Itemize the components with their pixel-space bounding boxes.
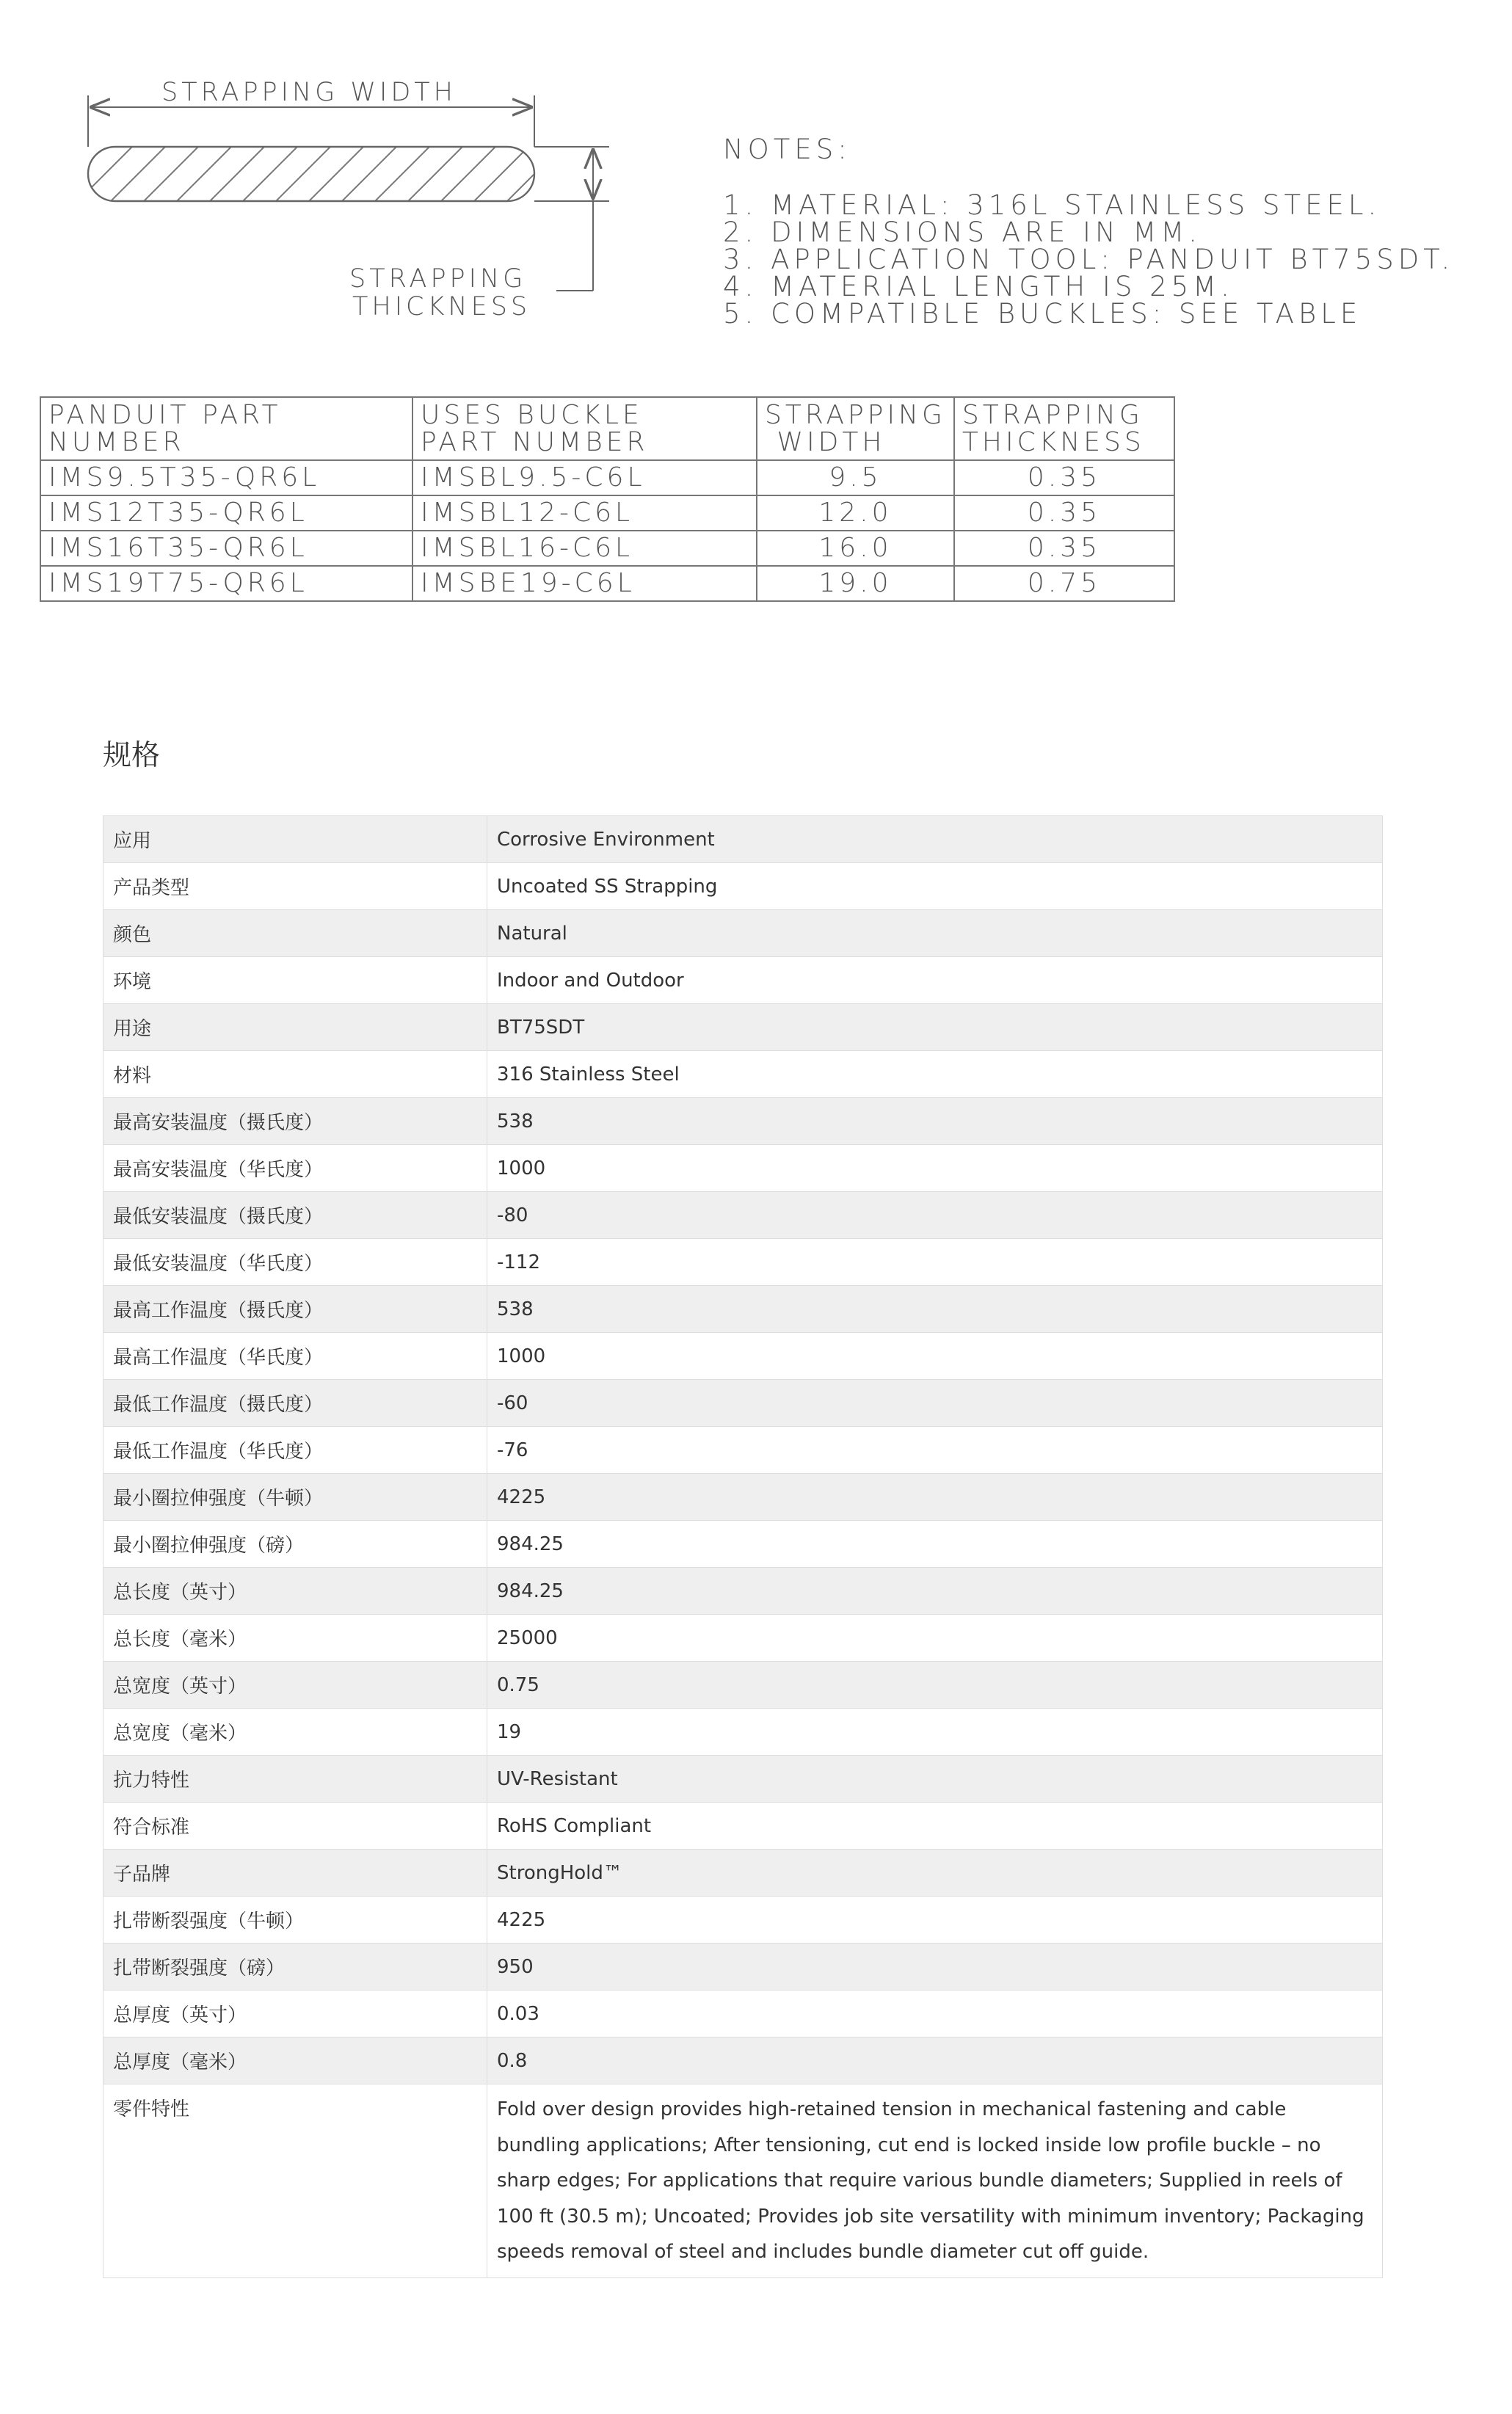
part-number-cell: IMS19T75-QR6L bbox=[40, 566, 412, 601]
spec-value: 4225 bbox=[487, 1474, 1383, 1521]
spec-row bbox=[103, 1756, 1383, 1803]
note-item: 2. DIMENSIONS ARE IN MM. bbox=[723, 217, 1202, 248]
spec-label: 总长度（英寸） bbox=[103, 1568, 487, 1615]
spec-label: 总厚度（英寸） bbox=[103, 1991, 487, 2037]
part-number-table bbox=[40, 396, 1175, 602]
spec-value: 0.03 bbox=[487, 1991, 1383, 2037]
spec-value: -76 bbox=[487, 1427, 1383, 1474]
spec-value: 19 bbox=[487, 1709, 1383, 1756]
spec-value: -60 bbox=[487, 1380, 1383, 1427]
header-strapping-thickness: STRAPPING THICKNESS bbox=[954, 397, 1174, 460]
note-item: 3. APPLICATION TOOL: PANDUIT BT75SDT. bbox=[723, 244, 1455, 275]
spec-row bbox=[103, 1427, 1383, 1474]
spec-value: Uncoated SS Strapping bbox=[487, 863, 1383, 910]
spec-row bbox=[103, 1380, 1383, 1427]
spec-value: 0.75 bbox=[487, 1662, 1383, 1709]
strapping-thickness-cell: 0.35 bbox=[954, 460, 1174, 495]
spec-row bbox=[103, 1662, 1383, 1709]
spec-row bbox=[103, 1239, 1383, 1286]
spec-row bbox=[103, 1944, 1383, 1991]
spec-value: 0.8 bbox=[487, 2037, 1383, 2084]
spec-label: 抗力特性 bbox=[103, 1756, 487, 1803]
spec-label: 扎带断裂强度（牛顿） bbox=[103, 1897, 487, 1944]
spec-row bbox=[103, 1474, 1383, 1521]
spec-label: 最低工作温度（摄氏度） bbox=[103, 1380, 487, 1427]
spec-value: 25000 bbox=[487, 1615, 1383, 1662]
spec-value: 316 Stainless Steel bbox=[487, 1051, 1383, 1098]
spec-row bbox=[103, 1991, 1383, 2037]
notes-title: NOTES: bbox=[723, 134, 851, 165]
strapping-width-cell: 12.0 bbox=[757, 495, 954, 531]
spec-label: 最低安装温度（摄氏度） bbox=[103, 1192, 487, 1239]
strapping-thickness-label-line1: STRAPPING bbox=[349, 264, 527, 294]
spec-label: 应用 bbox=[103, 816, 487, 863]
buckle-part-number-cell: IMSBL9.5-C6L bbox=[412, 460, 757, 495]
spec-value: StrongHold™ bbox=[487, 1850, 1383, 1897]
header-buckle-part-number: USES BUCKLE PART NUMBER bbox=[412, 397, 757, 460]
header-strapping-width: STRAPPING WIDTH bbox=[757, 397, 954, 460]
spec-label: 最低工作温度（华氏度） bbox=[103, 1427, 487, 1474]
spec-value: 984.25 bbox=[487, 1568, 1383, 1615]
spec-label: 总长度（毫米） bbox=[103, 1615, 487, 1662]
strapping-width-cell: 19.0 bbox=[757, 566, 954, 601]
spec-value: -112 bbox=[487, 1239, 1383, 1286]
table-row bbox=[40, 460, 1174, 495]
buckle-part-number-cell: IMSBL16-C6L bbox=[412, 531, 757, 566]
spec-label: 最高工作温度（摄氏度） bbox=[103, 1286, 487, 1333]
spec-row bbox=[103, 2037, 1383, 2084]
spec-value: -80 bbox=[487, 1192, 1383, 1239]
spec-label: 最高安装温度（华氏度） bbox=[103, 1145, 487, 1192]
note-item: 1. MATERIAL: 316L STAINLESS STEEL. bbox=[723, 189, 1381, 221]
spec-value: RoHS Compliant bbox=[487, 1803, 1383, 1850]
part-number-cell: IMS12T35-QR6L bbox=[40, 495, 412, 531]
spec-row bbox=[103, 863, 1383, 910]
spec-row bbox=[103, 910, 1383, 957]
spec-label: 总厚度（毫米） bbox=[103, 2037, 487, 2084]
spec-label: 总宽度（毫米） bbox=[103, 1709, 487, 1756]
table-header-row bbox=[40, 397, 1174, 460]
spec-label: 子品牌 bbox=[103, 1850, 487, 1897]
spec-label: 最高安装温度（摄氏度） bbox=[103, 1098, 487, 1145]
spec-label: 环境 bbox=[103, 957, 487, 1004]
spec-row bbox=[103, 1850, 1383, 1897]
spec-label: 最小圈拉伸强度（磅） bbox=[103, 1521, 487, 1568]
spec-label: 最低安装温度（华氏度） bbox=[103, 1239, 487, 1286]
drawing-notes bbox=[723, 134, 1455, 330]
spec-value: 1000 bbox=[487, 1145, 1383, 1192]
spec-label: 总宽度（英寸） bbox=[103, 1662, 487, 1709]
spec-label: 颜色 bbox=[103, 910, 487, 957]
spec-value: 984.25 bbox=[487, 1521, 1383, 1568]
spec-row bbox=[103, 1803, 1383, 1850]
strapping-thickness-cell: 0.35 bbox=[954, 495, 1174, 531]
specs-title: 规格 bbox=[103, 739, 161, 772]
spec-row bbox=[103, 1333, 1383, 1380]
table-row bbox=[40, 531, 1174, 566]
spec-value: 1000 bbox=[487, 1333, 1383, 1380]
specs-table bbox=[103, 815, 1383, 2278]
part-number-cell: IMS9.5T35-QR6L bbox=[40, 460, 412, 495]
spec-row bbox=[103, 1709, 1383, 1756]
spec-row bbox=[103, 1051, 1383, 1098]
spec-row bbox=[103, 2084, 1383, 2278]
spec-row bbox=[103, 1004, 1383, 1051]
specs-table-body bbox=[103, 816, 1383, 2278]
spec-label: 最高工作温度（华氏度） bbox=[103, 1333, 487, 1380]
spec-row bbox=[103, 1192, 1383, 1239]
buckle-part-number-cell: IMSBL12-C6L bbox=[412, 495, 757, 531]
notes-list bbox=[723, 189, 1455, 330]
spec-row bbox=[103, 816, 1383, 863]
strapping-width-cell: 9.5 bbox=[757, 460, 954, 495]
strapping-thickness-label-line2: THICKNESS bbox=[352, 292, 531, 321]
spec-value: UV-Resistant bbox=[487, 1756, 1383, 1803]
spec-value: Natural bbox=[487, 910, 1383, 957]
spec-label: 最小圈拉伸强度（牛顿） bbox=[103, 1474, 487, 1521]
table-row bbox=[40, 495, 1174, 531]
spec-row bbox=[103, 1145, 1383, 1192]
buckle-part-number-cell: IMSBE19-C6L bbox=[412, 566, 757, 601]
spec-row bbox=[103, 1098, 1383, 1145]
header-part-number: PANDUIT PART NUMBER bbox=[40, 397, 412, 460]
spec-row bbox=[103, 1615, 1383, 1662]
table-row bbox=[40, 566, 1174, 601]
note-item: 5. COMPATIBLE BUCKLES: SEE TABLE bbox=[723, 298, 1362, 330]
spec-row bbox=[103, 1568, 1383, 1615]
spec-label: 扎带断裂强度（磅） bbox=[103, 1944, 487, 1991]
spec-value: 950 bbox=[487, 1944, 1383, 1991]
strapping-thickness-cell: 0.35 bbox=[954, 531, 1174, 566]
strapping-width-label: STRAPPING WIDTH bbox=[161, 78, 457, 107]
note-item: 4. MATERIAL LENGTH IS 25M. bbox=[723, 271, 1234, 302]
spec-row bbox=[103, 1897, 1383, 1944]
spec-row bbox=[103, 957, 1383, 1004]
spec-row bbox=[103, 1286, 1383, 1333]
spec-label: 产品类型 bbox=[103, 863, 487, 910]
strapping-thickness-cell: 0.75 bbox=[954, 566, 1174, 601]
spec-row bbox=[103, 1521, 1383, 1568]
spec-value: Corrosive Environment bbox=[487, 816, 1383, 863]
spec-value: 538 bbox=[487, 1286, 1383, 1333]
part-number-cell: IMS16T35-QR6L bbox=[40, 531, 412, 566]
spec-label: 符合标准 bbox=[103, 1803, 487, 1850]
spec-label: 零件特性 bbox=[103, 2084, 487, 2278]
spec-value: BT75SDT bbox=[487, 1004, 1383, 1051]
spec-value: Fold over design provides high-retained tension in mechanical fastening and cable bundling applications; After tensioning, cut end is locked inside low profile buckle – no sharp edges; For applications that require various bundle diameters; Supplied in reels of 100 ft (30.5 m); Uncoated; Provides job site versatility with minimum inventory; Packaging speeds removal of steel and includes bundle diameter cut off guide. bbox=[487, 2084, 1383, 2278]
spec-value: Indoor and Outdoor bbox=[487, 957, 1383, 1004]
spec-value: 4225 bbox=[487, 1897, 1383, 1944]
spec-label: 材料 bbox=[103, 1051, 487, 1098]
spec-value: 538 bbox=[487, 1098, 1383, 1145]
strapping-width-cell: 16.0 bbox=[757, 531, 954, 566]
spec-label: 用途 bbox=[103, 1004, 487, 1051]
